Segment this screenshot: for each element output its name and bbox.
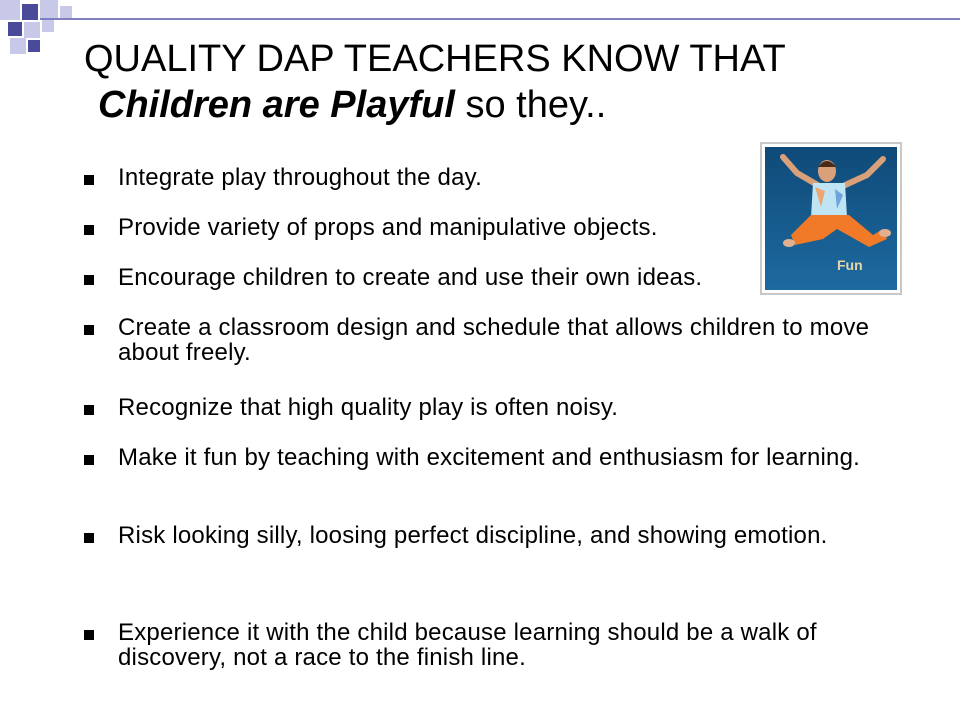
bullet-text: Integrate play throughout the day. xyxy=(118,164,482,191)
bullet-text: Encourage children to create and use their own ideas. xyxy=(118,264,703,291)
jumping-man-illustration xyxy=(765,147,897,290)
square-bullet-icon xyxy=(84,225,94,235)
square-bullet-icon xyxy=(84,325,94,335)
deco-square xyxy=(24,22,40,38)
square-bullet-icon xyxy=(84,405,94,415)
fun-photo xyxy=(760,142,902,295)
bullet-text: Create a classroom design and schedule that allows children to move about freely. xyxy=(118,314,870,366)
square-bullet-icon xyxy=(84,175,94,185)
title-rest: so they.. xyxy=(454,84,607,126)
square-bullet-icon xyxy=(84,455,94,465)
slide-title xyxy=(84,36,944,128)
deco-square xyxy=(42,20,54,32)
bullet-text: Recognize that high quality play is often noisy. xyxy=(118,394,619,421)
title-italic: Children are Playful xyxy=(98,84,455,126)
deco-square xyxy=(22,4,38,20)
deco-square xyxy=(10,38,26,54)
bullet-text: Experience it with the child because learning should be a walk of discovery, not a race to the finish line. xyxy=(118,619,817,671)
square-bullet-icon xyxy=(84,630,94,640)
deco-square xyxy=(28,40,40,52)
square-bullet-icon xyxy=(84,533,94,543)
deco-square xyxy=(0,0,20,20)
title-line1: QUALITY DAP TEACHERS KNOW THAT xyxy=(84,38,786,80)
top-rule xyxy=(40,18,960,20)
bullet-text: Make it fun by teaching with excitement and enthusiasm for learning. xyxy=(118,444,860,471)
bullet-text: Provide variety of props and manipulative objects. xyxy=(118,214,658,241)
jumping-man-photo xyxy=(765,147,897,290)
bullet-text: Risk looking silly, loosing perfect discipline, and showing emotion. xyxy=(118,522,828,549)
square-bullet-icon xyxy=(84,275,94,285)
deco-square xyxy=(8,22,22,36)
deco-square xyxy=(40,0,58,18)
deco-square xyxy=(60,6,72,18)
photo-caption: Fun xyxy=(837,257,863,273)
